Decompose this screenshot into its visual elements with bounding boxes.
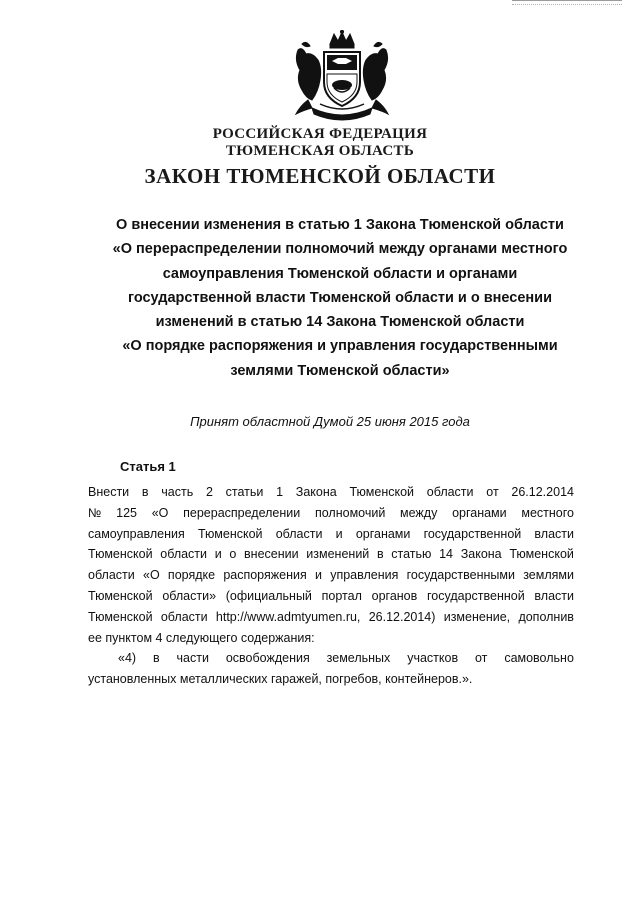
body-word: Тюменской — [509, 547, 574, 562]
body-word: власти — [534, 526, 574, 541]
body-word: в — [376, 547, 384, 562]
body-word: 26.12.2014 — [511, 485, 574, 499]
body-word: органов — [371, 588, 418, 603]
body-word: Тюменской — [88, 609, 153, 624]
body-word: земельных — [326, 651, 391, 666]
law-title-line: «О порядке распоряжения и управления государственными — [122, 338, 558, 355]
body-word: дополнив — [518, 609, 574, 624]
adoption-note: Принят областной Думой 25 июня 2015 года — [190, 414, 470, 429]
body-word: портал — [321, 588, 362, 603]
body-word: «4) — [118, 651, 137, 666]
article-body — [88, 482, 574, 690]
body-word: Тюменской — [88, 547, 153, 562]
body-word: внесении — [244, 547, 299, 562]
law-title-line: государственной власти Тюменской области и о внесении — [127, 289, 553, 306]
law-title-line: землями Тюменской области» — [230, 362, 450, 379]
body-word: от — [475, 651, 488, 666]
body-word: части — [176, 651, 209, 666]
body-word: 2 — [205, 485, 213, 499]
body-word: самоуправления — [88, 526, 185, 541]
body-word: власти — [534, 588, 574, 603]
body-word: государственными — [406, 568, 515, 583]
body-word: государственной — [423, 526, 522, 541]
body-word: участков — [407, 651, 459, 666]
body-word: Закона — [460, 547, 502, 562]
body-line — [88, 607, 574, 628]
body-word: органами — [355, 526, 411, 541]
body-word: в — [141, 485, 149, 499]
body-word: Тюменской — [349, 485, 415, 499]
body-word: изменение, — [443, 609, 511, 624]
law-title — [80, 213, 600, 383]
body-word: (официальный — [225, 588, 312, 603]
header-region: ТЮМЕНСКАЯ ОБЛАСТЬ — [225, 143, 415, 159]
body-word: 125 — [116, 505, 137, 520]
body-word: порядке — [167, 568, 216, 583]
law-title-line: самоуправления Тюменской области и органами — [162, 265, 518, 282]
body-word: области — [426, 485, 474, 499]
header-country: РОССИЙСКАЯ ФЕДЕРАЦИЯ — [212, 126, 428, 142]
body-word: государственной — [427, 588, 525, 603]
body-word: № — [88, 505, 102, 520]
body-line — [88, 482, 574, 503]
body-word: органами — [452, 505, 507, 520]
body-word: 14 — [439, 547, 454, 562]
body-word: в — [152, 651, 160, 666]
document-type-title: ЗАКОН ТЮМЕНСКОЙ ОБЛАСТИ — [144, 164, 496, 188]
body-word: управления — [330, 568, 399, 583]
body-word: Закона — [295, 485, 337, 499]
body-line — [88, 524, 574, 545]
article-heading: Статья 1 — [120, 459, 176, 474]
body-word: Тюменской — [197, 526, 263, 541]
body-word: Внести — [88, 485, 130, 499]
body-word: Тюменской — [88, 588, 153, 603]
body-word: http://www.admtyumen.ru, — [215, 609, 361, 624]
body-word: и — [335, 526, 343, 541]
body-word: области» — [162, 588, 217, 603]
body-word: 26.12.2014) — [368, 609, 436, 624]
body-line: установленных металлических гаражей, погребов, контейнеров.». — [88, 672, 473, 687]
body-word: «О — [151, 505, 169, 520]
body-word: области — [88, 568, 135, 583]
body-word: области — [160, 609, 208, 624]
body-word: самовольно — [504, 651, 574, 666]
body-line — [88, 586, 574, 607]
body-word: между — [400, 505, 438, 520]
body-line — [88, 648, 574, 669]
body-word: о — [229, 547, 237, 562]
body-word: освобождения — [225, 651, 310, 666]
tyumen-coat-of-arms-icon — [290, 30, 394, 124]
body-word: изменений — [306, 547, 370, 562]
body-word: распоряжения — [223, 568, 307, 583]
law-title-line: изменений в статью 14 Закона Тюменской области — [155, 314, 525, 331]
body-word: статью — [391, 547, 432, 562]
body-word: статьи — [225, 485, 264, 499]
body-word: часть — [161, 485, 194, 499]
body-word: области — [160, 547, 208, 562]
body-word: и — [314, 568, 322, 583]
body-word: от — [486, 485, 499, 499]
body-line: ее пунктом 4 следующего содержания: — [88, 630, 315, 645]
body-word: «О — [143, 568, 160, 583]
body-word: землями — [523, 568, 574, 583]
body-word: 1 — [276, 485, 284, 499]
body-word: полномочий — [314, 505, 386, 520]
body-line — [88, 503, 574, 524]
body-line — [88, 565, 574, 586]
body-word: перераспределении — [183, 505, 301, 520]
scan-artifact — [512, 0, 622, 5]
body-line — [88, 544, 574, 565]
body-word: местного — [521, 505, 574, 520]
law-title-line: О внесении изменения в статью 1 Закона Тюменской области — [116, 217, 564, 233]
body-word: области — [275, 526, 323, 541]
law-title-line: «О перераспределении полномочий между органами местного — [112, 241, 568, 258]
body-word: и — [214, 547, 222, 562]
